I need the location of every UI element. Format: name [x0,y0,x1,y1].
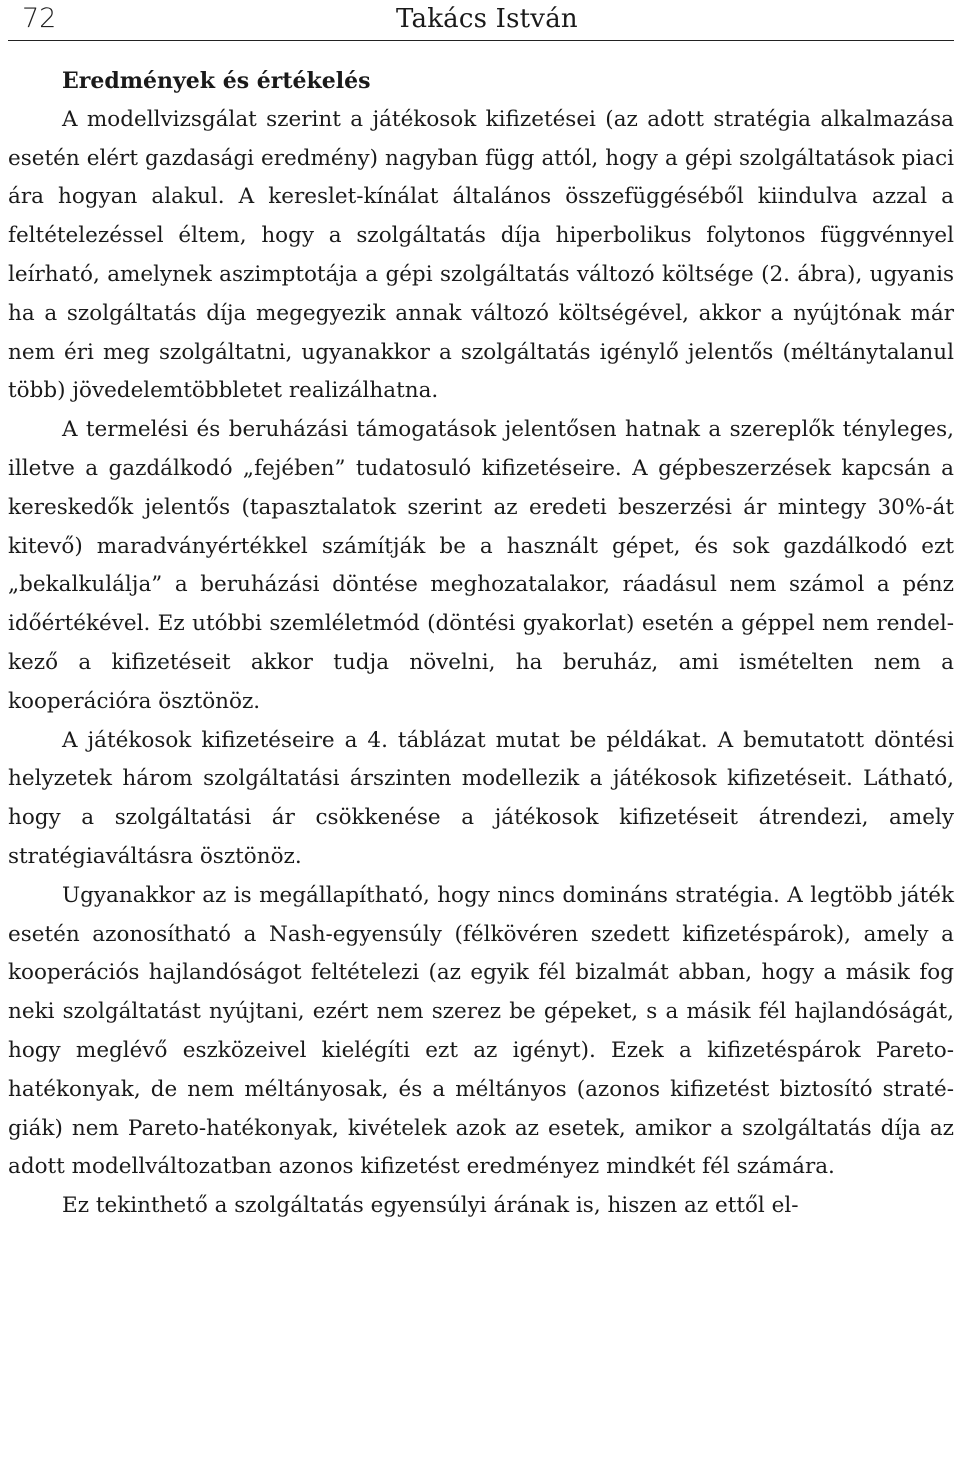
page-number: 72 [22,3,57,34]
paragraph-3: A játékosok kifizetéseire a 4. táblázat mutat be példákat. A bemutatott döntési helyzetek három szolgáltatási árszinten modellezik a játékosok kifizetéseit. Látható, hogy a szolgáltatási ár csökkenése a játékosok kifizetéseit átrendezi, amely stratégiaváltásra ösztönöz. [8,727,954,869]
paragraph-4: Ugyanakkor az is megállapítható, hogy nincs domináns stratégia. A legtöbb játék esetén azonosítható a Nash-egyensúly (félkövéren szedett kifizetéspárok), amely a kooperációs hajlandóságot feltételezi (az egyik fél bizalmát abban, hogy a másik fog neki szolgáltatást nyújtani, ezért nem szerez be gépeket, s a másik fél hajlandóságát, hogy meglévő eszközeivel kielégíti ezt az igényt). Ezek a kifizetéspárok Pareto-hatékonyak, de nem méltányosak, és a méltányos (azonos kifizetést biztosító stratégiák) nem Pareto-hatékonyak, kivételek azok az esetek, amikor a szolgáltatás díja az adott modellváltozatban azonos kifizetést eredményez mindkét fél számára. [8,882,954,1180]
body-text [8,62,954,1226]
running-header [8,0,954,41]
header-author: Takács István [396,4,578,34]
paragraph-1: A modellvizsgálat szerint a játékosok kifizetései (az adott stratégia alkalmazása esetén elért gazdasági eredmény) nagyban függ attól, hogy a gépi szolgáltatások piaci ára hogyan alakul. A kereslet-kínálat általános összefüggéséből kiindulva azzal a feltételezéssel éltem, hogy a szolgáltatás díja hiperbolikus folytonos függvénnyel leírható, amelynek aszimptotája a gépi szolgáltatás változó költsége (2. ábra), ugyanis ha a szolgáltatás díja megegyezik annak változó költségével, akkor a nyújtónak már nem éri meg szolgáltatni, ugyanakkor a szolgáltatás igénylő jelentős (méltánytalanul több) jövedelemtöbbletet realizálhatna. [8,106,954,404]
paragraph-5: Ez tekinthető a szolgáltatás egyensúlyi árának is, hiszen az ettől el- [62,1193,799,1219]
section-heading: Eredmények és értékelés [62,68,371,94]
paragraph-2: A termelési és beruházási támogatások jelentősen hatnak a szereplők tényleges, illetve a gazdálkodó „fejében” tudatosuló kifizetéseire. A gépbeszerzések kapcsán a kereskedők jelentős (tapasztalatok szerint az eredeti beszerzési ár mintegy 30%-át kitevő) maradványértékkel számítják be a használt gépet, és sok gazdálkodó ezt „bekalkulálja” a beruházási döntése meghozatalakor, ráadásul nem számol a pénz időértékével. Ez utóbbi szemléletmód (döntési gyakorlat) esetén a géppel nem rendelkező a kifizetéseit akkor tudja növelni, ha beruház, ami ismételten nem a kooperációra ösztönöz. [8,417,954,714]
